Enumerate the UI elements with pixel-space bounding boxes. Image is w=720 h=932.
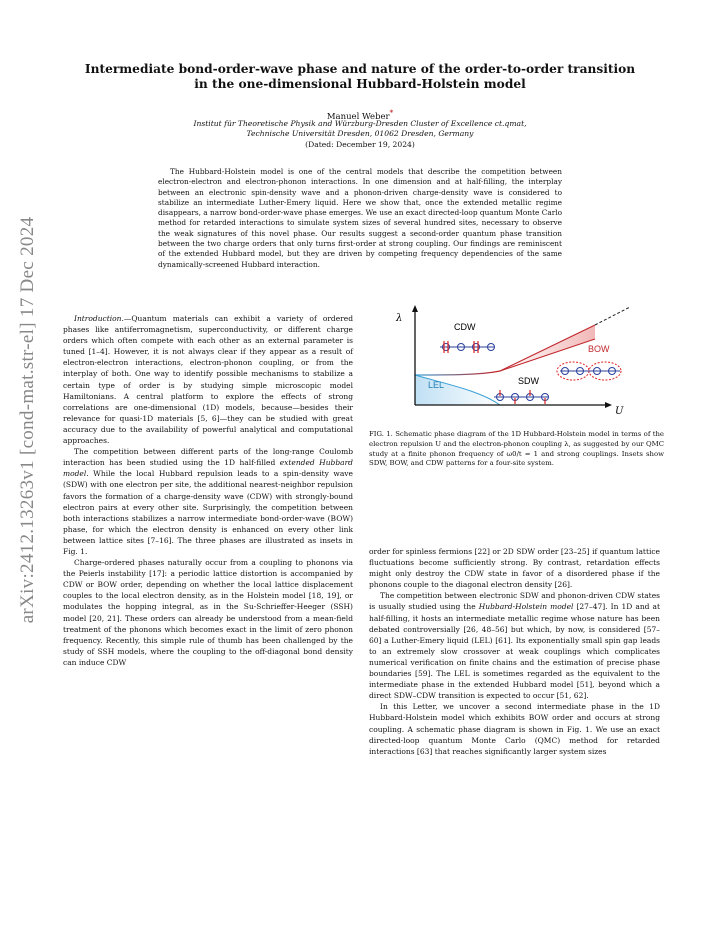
author-footnote-mark[interactable]: * <box>389 108 394 117</box>
paragraph-extended-hubbard: The competition between different parts of the long-range Coulomb interaction has been studied using the 1D half-filled extended Hubbard model. While the local Hubbard repulsion leads to a spin-density wave (SDW) with one electron per site, the additional nearest-neighbor repulsion favors the formation of a charge-density wave (CDW) with strongly-bound electron pairs at every other site. Surprisingly, the competition between both interactions stabilizes a narrow intermediate bond-order-wave (BOW) phase, for which the electron density is enhanced on every other link between lattice sites [7–16]. The three phases are illustrated as insets in Fig. 1. <box>63 447 353 556</box>
dated-line: (Dated: December 19, 2024) <box>305 140 415 149</box>
affiliation-line-1: Institut für Theoretische Physik and Würzburg-Dresden Cluster of Excellence ct.qmat, <box>193 119 527 128</box>
intro-text: —Quantum materials can exhibit a variety of ordered phases like antiferromagnetism, superconductivity, or different charge orders which often compete with each other as an external parameter is tuned [1–4]. However, it is not always clear if they appear as a result of electron-electron interactions, electron-phonon coupling, or from the interplay of both. One way to identify possible mechanisms to stabilize a certain type of order is by studying simple microscopic model Hamiltonians. A central platform to explore the effects of strong correlations are one-dimensional (1D) models, because—besides their relevance for quasi-1D materials [5, 6]—they can be studied with great accuracy due to the availability of powerful analytical and computational approaches. <box>63 314 353 446</box>
figure-caption: FIG. 1. Schematic phase diagram of the 1D Hubbard-Holstein model in terms of the electron repulsion U and the electron-phonon coupling λ, as suggested by our QMC study at a finite phonon frequency of ω0/t = 1 and strong couplings. Insets show SDW, BOW, and CDW patterns for a four-site system. <box>369 430 664 468</box>
intro-lead: Introduction. <box>74 314 124 323</box>
phase-diagram-figure <box>390 303 650 423</box>
abstract: The Hubbard-Holstein model is one of the central models that describe the competition between electron-electron and electron-phonon interactions. In one dimension and at half-filling, the interplay between an electronic spin-density wave and a phonon-driven charge-density wave is considered to stabilize an intermediate Luther-Emery liquid. Here we show that, once the extended metallic regime disappears, a narrow bond-order-wave phase emerges. We use an exact directed-loop quantum Monte Carlo method for retarded interactions to simulate system sizes of several hundred sites, necessary to observe the weak signatures of this novel phase. Our results suggest a second-order quantum phase transition between the two charge orders that only turns first-order at strong coupling. Our findings are reminiscent of the extended Hubbard model, but they are driven by competing frequency dependencies of the same dynamically-screened Hubbard interaction. <box>158 167 562 269</box>
author-name: Manuel Weber <box>326 111 390 122</box>
cdw-boundary-line <box>415 325 595 375</box>
paper-title-line-2: in the one-dimensional Hubbard-Holstein model <box>194 77 526 91</box>
paragraph-hubbard-holstein: The competition between electronic SDW and phonon-driven CDW states is usually studied using the Hubbard-Holstein model [27–47]. In 1D and at half-filling, it hosts an intermediate metallic regime whose nature has been debated controversially [26, 48–56] but which, by now, is considered [57–60] a Luther-Emery liquid (LEL) [61]. Its exponentially small spin gap leads to an extremely slow crossover at weak couplings which complicates numerical verification on finite chains and the estimation of precise phase boundaries [59]. The LEL is sometimes regarded as the equivalent to the intermediate phase in the extended Hubbard model [51], beyond which a direct SDW–CDW transition is expected to occur [51, 62]. <box>369 591 660 701</box>
paper-title-line-1: Intermediate bond-order-wave phase and nature of the order-to-order transition <box>84 62 636 76</box>
x-axis-arrow <box>605 402 612 408</box>
right-column <box>369 546 660 757</box>
y-axis-label: λ <box>396 313 403 324</box>
extrapolated-boundary <box>595 307 630 325</box>
affiliation-line-2: Technische Universität Dresden, 01062 Dresden, Germany <box>246 129 474 138</box>
y-axis-arrow <box>412 305 418 312</box>
lel-label: LEL <box>428 380 445 390</box>
sdw-label: SDW <box>518 376 539 386</box>
paragraph-peierls: Charge-ordered phases naturally occur from a coupling to phonons via the Peierls instability [17]: a periodic lattice distortion is accompanied by CDW or BOW order, depending on whether the local lattice displacement couples to the local electron density, as in the Holstein model [18, 19], or modulates the hopping integral, as in the Su-Schrieffer-Heeger (SSH) model [20, 21]. These orders can already be understood from a mean-field treatment of the phonons which becomes exact in the limit of zero phonon frequency. Recently, this simple rule of thumb has been challenged by the study of SSH models, where the coupling to the off-diagonal bond density can induce CDW <box>63 558 353 667</box>
bow-lower-boundary <box>500 339 595 371</box>
intro-paragraph <box>63 313 353 446</box>
arxiv-sidebar-stamp: arXiv:2412.13263v1 [cond-mat.str-el] 17 Dec 2024 <box>17 216 38 624</box>
bow-inset <box>557 362 621 380</box>
paragraph-continued: order for spinless fermions [22] or 2D SDW order [23–25] if quantum lattice fluctuations become sufficiently strong. By contrast, retardation effects might only destroy the CDW state in favor of a disordered phase if the phonons couple to the diagonal electron density [26]. <box>369 547 660 590</box>
cdw-label: CDW <box>454 322 476 332</box>
x-axis-label: U <box>615 406 624 417</box>
paragraph-this-letter: In this Letter, we uncover a second intermediate phase in the 1D Hubbard-Holstein model which exhibits BOW order and occurs at strong coupling. A schematic phase diagram is shown in Fig. 1. We use an exact directed-loop quantum Monte Carlo (QMC) method for retarded interactions [63] that reaches significantly larger system sizes <box>369 702 660 756</box>
left-column <box>63 313 353 668</box>
sdw-inset <box>494 394 549 401</box>
bow-label: BOW <box>588 344 610 354</box>
